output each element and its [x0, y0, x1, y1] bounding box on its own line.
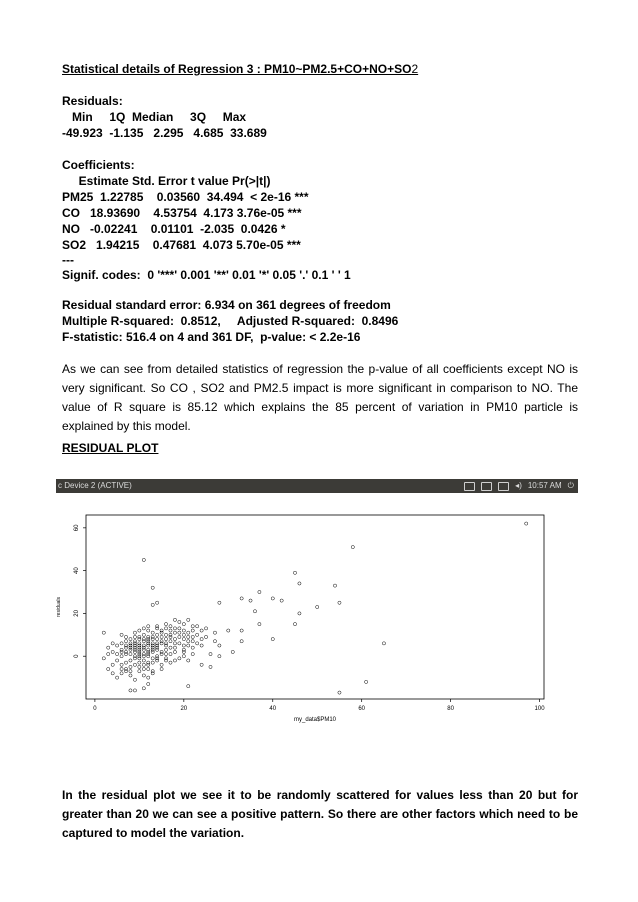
- residual-standard-error: Residual standard error: 6.934 on 361 degrees of freedom: [62, 298, 391, 312]
- plot-conclusion-paragraph: In the residual plot we see it to be randomly scattered for values less than 20 but for greater than 20 we can see a positive pattern. So there are other factors which need to be captured to model the variation.: [62, 788, 578, 840]
- y-tick-label: 40: [74, 567, 80, 574]
- system-tray: [464, 479, 574, 493]
- battery-icon: [498, 482, 509, 491]
- power-icon: ⏻: [567, 481, 574, 490]
- section-title: RESIDUAL PLOT: [62, 441, 159, 455]
- coef-row-no: NO -0.02241 0.01101 -2.035 0.0426 *: [62, 222, 286, 236]
- network-icon: [481, 482, 492, 491]
- coef-row-pm25: PM25 1.22785 0.03560 34.494 < 2e-16 ***: [62, 190, 309, 204]
- coef-row-co: CO 18.93690 4.53754 4.173 3.76e-05 ***: [62, 206, 302, 220]
- interpretation-paragraph: As we can see from detailed statistics of regression the p-value of all coefficients except NO is very significant. So CO , SO2 and PM2.5 impact is more significant in comparison to NO. The value of R square is 85.12 which explains the 85 percent of variation in PM10 particle is explained by this model.: [62, 362, 578, 433]
- clock: 10:57 AM: [527, 481, 562, 490]
- x-tick-label: 20: [180, 706, 188, 712]
- heading-suffix: 2: [411, 62, 419, 76]
- coef-separator: ---: [62, 253, 74, 267]
- f-statistic: F-statistic: 516.4 on 4 and 361 DF, p-value: < 2.2e-16: [62, 330, 361, 344]
- volume-icon: ◂): [515, 481, 522, 490]
- x-tick-label: 40: [269, 706, 277, 712]
- plot-window-titlebar: [56, 479, 578, 493]
- x-tick-label: 100: [534, 706, 545, 712]
- regression-heading: [62, 62, 418, 77]
- y-axis-label: residuals: [56, 596, 62, 618]
- residuals-values: -49.923 -1.135 2.295 4.685 33.689: [62, 126, 267, 140]
- x-tick-label: 60: [358, 706, 366, 712]
- scatter-plot: [56, 493, 578, 739]
- r-squared: Multiple R-squared: 0.8512, Adjusted R-squared: 0.8496: [62, 314, 399, 328]
- x-tick-label: 0: [93, 706, 97, 712]
- y-tick-label: 20: [74, 610, 80, 617]
- keyboard-icon: [464, 482, 475, 491]
- signif-codes: Signif. codes: 0 '***' 0.001 '**' 0.01 '*' 0.05 '.' 0.1 ' ' 1: [62, 268, 351, 282]
- coefficients-header: Estimate Std. Error t value Pr(>|t|): [62, 174, 271, 188]
- window-title: c Device 2 (ACTIVE): [58, 481, 132, 490]
- coef-row-so2: SO2 1.94215 0.47681 4.073 5.70e-05 ***: [62, 238, 301, 252]
- residuals-header: Min 1Q Median 3Q Max: [62, 110, 247, 124]
- heading-text: Statistical details of Regression 3 : PM10~PM2.5+CO+NO+SO: [62, 62, 412, 76]
- coefficients-label: Coefficients:: [62, 158, 135, 172]
- y-tick-label: 0: [74, 654, 80, 658]
- plot-background: [56, 493, 578, 739]
- residual-plot-screenshot: [56, 479, 578, 739]
- residuals-label: Residuals:: [62, 94, 123, 108]
- y-tick-label: 60: [74, 524, 80, 532]
- x-axis-label: my_data$PM10: [293, 717, 337, 723]
- x-tick-label: 80: [447, 706, 454, 712]
